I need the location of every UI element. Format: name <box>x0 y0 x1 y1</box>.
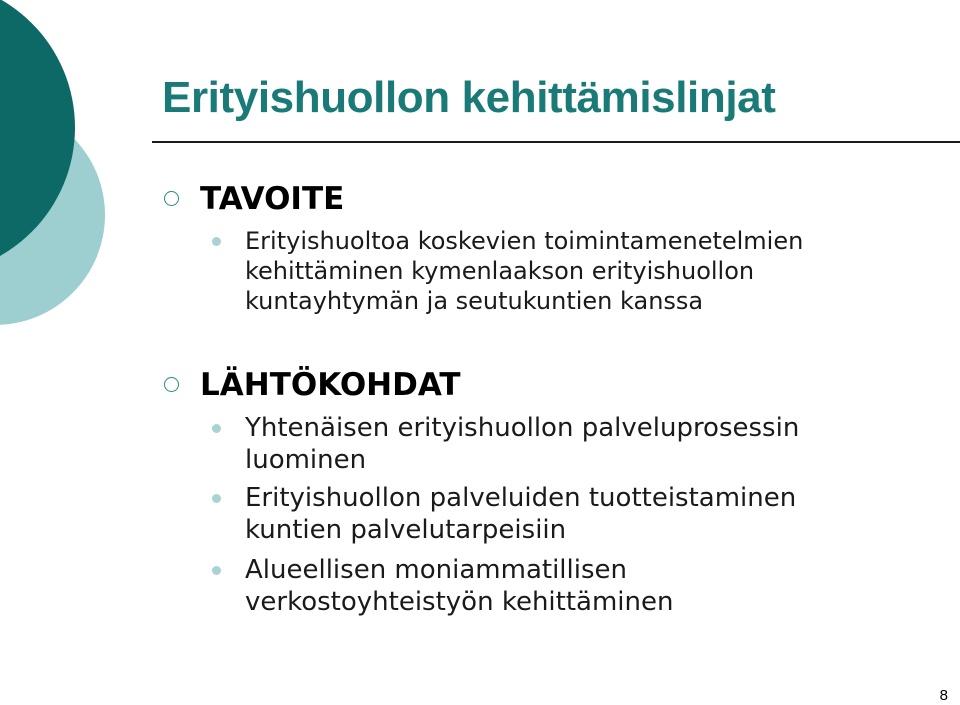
section-bullet-ring-icon <box>164 377 179 392</box>
bullet-dot-icon <box>212 494 221 503</box>
list-item-goal <box>245 226 945 316</box>
page-number: 8 <box>939 687 948 704</box>
bullet-dot-icon <box>212 424 221 433</box>
list-item-line: Yhtenäisen erityishuollon palveluprosessin <box>245 413 800 443</box>
list-item-line: kehittäminen kymenlaakson erityishuollon <box>245 257 755 285</box>
list-item-line: Erityishuollon palveluiden tuotteistaminen <box>245 483 797 513</box>
list-item-line: Erityishuoltoa koskevien toimintamenetelmien <box>245 227 804 255</box>
list-item-starting-point <box>245 412 945 476</box>
slide-title: Erityishuollon kehittämislinjat <box>162 73 776 122</box>
section-heading-tavoite: TAVOITE <box>200 181 345 217</box>
list-item-line: kuntien palvelutarpeisiin <box>245 515 567 545</box>
section-bullet-ring-icon <box>164 191 179 206</box>
list-item-line: verkostoyhteistyön kehittäminen <box>245 587 674 617</box>
list-item-line: kuntayhtymän ja seutukuntien kanssa <box>245 287 704 315</box>
list-item-line: luominen <box>245 445 367 475</box>
bullet-dot-icon <box>212 237 221 246</box>
list-item-line: Alueellisen moniammatillisen <box>245 555 628 585</box>
list-item-starting-point <box>245 482 945 546</box>
bullet-dot-icon <box>212 566 221 575</box>
section-heading-lahtokohdat: LÄHTÖKOHDAT <box>200 367 461 403</box>
list-item-starting-point <box>245 554 945 618</box>
